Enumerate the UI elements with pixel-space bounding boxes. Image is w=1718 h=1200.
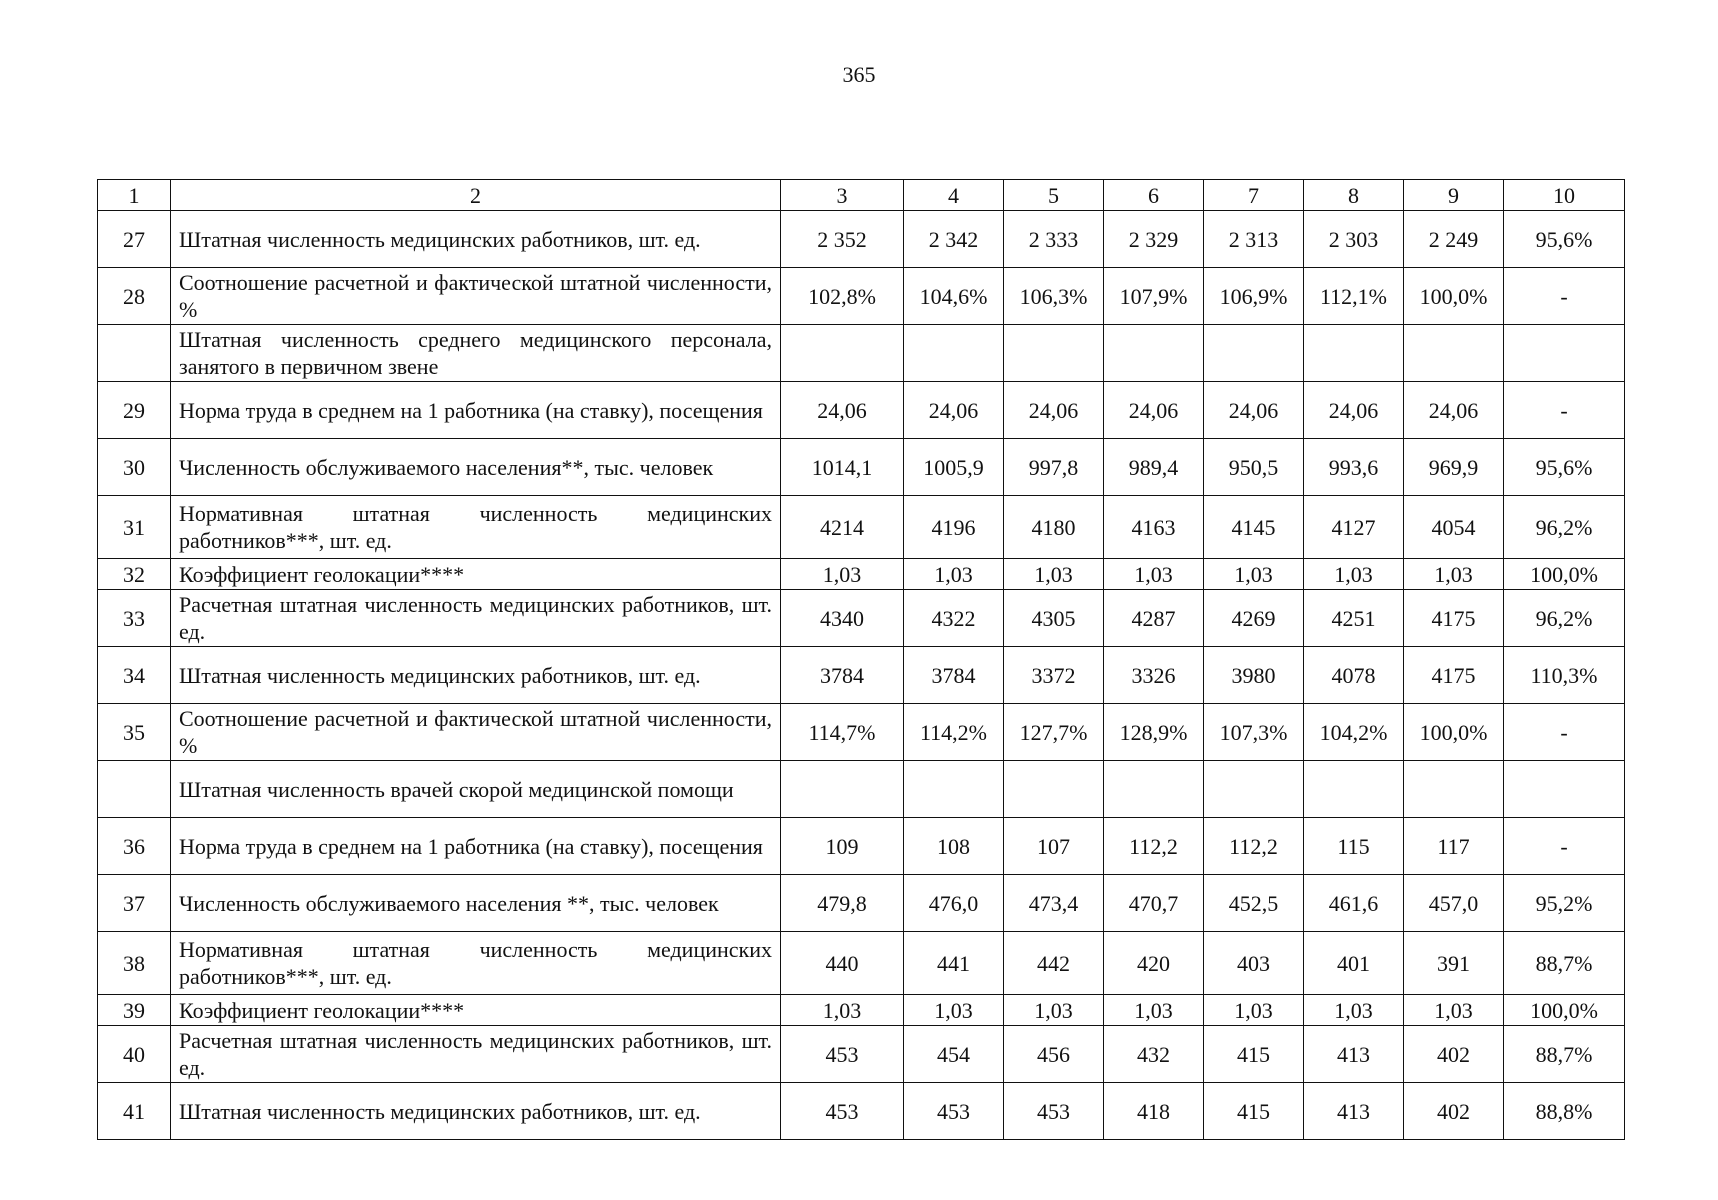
value-cell: 479,8 <box>781 875 904 932</box>
value-cell: 104,2% <box>1304 704 1404 761</box>
value-cell: 88,7% <box>1504 1026 1625 1083</box>
value-cell: 88,7% <box>1504 932 1625 995</box>
value-cell: 104,6% <box>904 268 1004 325</box>
value-cell: 107,9% <box>1104 268 1204 325</box>
row-number: 40 <box>98 1026 171 1083</box>
value-cell: 457,0 <box>1404 875 1504 932</box>
value-cell: 969,9 <box>1404 439 1504 496</box>
value-cell: 107,3% <box>1204 704 1304 761</box>
value-cell: 108 <box>904 818 1004 875</box>
value-cell: 4340 <box>781 590 904 647</box>
value-cell <box>1304 761 1404 818</box>
row-number: 38 <box>98 932 171 995</box>
value-cell: 106,9% <box>1204 268 1304 325</box>
column-header: 9 <box>1404 180 1504 211</box>
value-cell: 24,06 <box>1004 382 1104 439</box>
column-header: 8 <box>1304 180 1404 211</box>
value-cell: 4287 <box>1104 590 1204 647</box>
value-cell: 102,8% <box>781 268 904 325</box>
value-cell: 95,6% <box>1504 439 1625 496</box>
row-number: 39 <box>98 995 171 1026</box>
row-number: 29 <box>98 382 171 439</box>
row-number: 34 <box>98 647 171 704</box>
row-number: 35 <box>98 704 171 761</box>
value-cell: 4054 <box>1404 496 1504 559</box>
value-cell: 3980 <box>1204 647 1304 704</box>
indicator-name: Расчетная штатная численность медицинских работников, шт. ед. <box>171 590 781 647</box>
table-row <box>98 268 1625 325</box>
value-cell: 1,03 <box>1104 995 1204 1026</box>
value-cell: 413 <box>1304 1026 1404 1083</box>
value-cell: 473,4 <box>1004 875 1104 932</box>
value-cell: 1,03 <box>1404 995 1504 1026</box>
value-cell <box>904 761 1004 818</box>
value-cell: 4175 <box>1404 590 1504 647</box>
value-cell <box>1104 325 1204 382</box>
value-cell: 110,3% <box>1504 647 1625 704</box>
staffing-table <box>97 179 1625 1140</box>
value-cell: 24,06 <box>1104 382 1204 439</box>
table-row <box>98 211 1625 268</box>
value-cell: 1,03 <box>1304 559 1404 590</box>
row-number: 33 <box>98 590 171 647</box>
table-row <box>98 761 1625 818</box>
value-cell: 4163 <box>1104 496 1204 559</box>
table-row <box>98 559 1625 590</box>
value-cell: 1,03 <box>1004 995 1104 1026</box>
value-cell: 452,5 <box>1204 875 1304 932</box>
value-cell: 453 <box>781 1083 904 1140</box>
table-row <box>98 1083 1625 1140</box>
indicator-name: Штатная численность медицинских работников, шт. ед. <box>171 1083 781 1140</box>
value-cell: 2 333 <box>1004 211 1104 268</box>
value-cell: - <box>1504 268 1625 325</box>
value-cell: 4269 <box>1204 590 1304 647</box>
value-cell: 117 <box>1404 818 1504 875</box>
value-cell: 24,06 <box>1304 382 1404 439</box>
value-cell: 415 <box>1204 1083 1304 1140</box>
value-cell: 3784 <box>781 647 904 704</box>
value-cell: 4322 <box>904 590 1004 647</box>
value-cell: 1,03 <box>781 559 904 590</box>
value-cell: 4196 <box>904 496 1004 559</box>
header-row <box>98 180 1625 211</box>
value-cell: 1,03 <box>1204 559 1304 590</box>
value-cell: 96,2% <box>1504 496 1625 559</box>
value-cell: 4305 <box>1004 590 1104 647</box>
indicator-name: Норма труда в среднем на 1 работника (на ставку), посещения <box>171 382 781 439</box>
value-cell: 440 <box>781 932 904 995</box>
table-row <box>98 647 1625 704</box>
value-cell: 2 313 <box>1204 211 1304 268</box>
value-cell: 114,2% <box>904 704 1004 761</box>
value-cell: 95,6% <box>1504 211 1625 268</box>
row-number: 30 <box>98 439 171 496</box>
value-cell: - <box>1504 704 1625 761</box>
value-cell: 4214 <box>781 496 904 559</box>
column-header: 6 <box>1104 180 1204 211</box>
value-cell: 993,6 <box>1304 439 1404 496</box>
table-body <box>98 180 1625 1140</box>
indicator-name: Численность обслуживаемого населения**, тыс. человек <box>171 439 781 496</box>
value-cell <box>1204 761 1304 818</box>
indicator-name: Штатная численность медицинских работников, шт. ед. <box>171 647 781 704</box>
value-cell <box>1004 761 1104 818</box>
value-cell <box>1504 761 1625 818</box>
column-header: 10 <box>1504 180 1625 211</box>
value-cell: 24,06 <box>904 382 1004 439</box>
value-cell: 2 249 <box>1404 211 1504 268</box>
table-row <box>98 590 1625 647</box>
value-cell: 95,2% <box>1504 875 1625 932</box>
table-row <box>98 875 1625 932</box>
column-header: 2 <box>171 180 781 211</box>
table-row <box>98 439 1625 496</box>
indicator-name: Штатная численность среднего медицинского персонала, занятого в первичном звене <box>171 325 781 382</box>
value-cell: 1,03 <box>1404 559 1504 590</box>
value-cell: 127,7% <box>1004 704 1104 761</box>
value-cell: 96,2% <box>1504 590 1625 647</box>
table-row <box>98 818 1625 875</box>
indicator-name: Численность обслуживаемого населения **, тыс. человек <box>171 875 781 932</box>
value-cell: 391 <box>1404 932 1504 995</box>
value-cell: 115 <box>1304 818 1404 875</box>
value-cell: 456 <box>1004 1026 1104 1083</box>
value-cell: 413 <box>1304 1083 1404 1140</box>
value-cell: 1,03 <box>1004 559 1104 590</box>
value-cell: 2 303 <box>1304 211 1404 268</box>
indicator-name: Штатная численность медицинских работников, шт. ед. <box>171 211 781 268</box>
column-header: 7 <box>1204 180 1304 211</box>
value-cell: 1,03 <box>1304 995 1404 1026</box>
value-cell: 997,8 <box>1004 439 1104 496</box>
row-number <box>98 325 171 382</box>
row-number: 41 <box>98 1083 171 1140</box>
value-cell: 402 <box>1404 1083 1504 1140</box>
value-cell: 453 <box>781 1026 904 1083</box>
indicator-name: Нормативная штатная численность медицинских работников***, шт. ед. <box>171 496 781 559</box>
value-cell: 453 <box>904 1083 1004 1140</box>
value-cell: 106,3% <box>1004 268 1104 325</box>
value-cell: 453 <box>1004 1083 1104 1140</box>
value-cell <box>1404 761 1504 818</box>
row-number: 31 <box>98 496 171 559</box>
value-cell <box>1204 325 1304 382</box>
column-header: 4 <box>904 180 1004 211</box>
value-cell: 3784 <box>904 647 1004 704</box>
value-cell <box>904 325 1004 382</box>
value-cell: 4127 <box>1304 496 1404 559</box>
value-cell: 128,9% <box>1104 704 1204 761</box>
value-cell: 442 <box>1004 932 1104 995</box>
value-cell: 432 <box>1104 1026 1204 1083</box>
value-cell: 4251 <box>1304 590 1404 647</box>
value-cell: 476,0 <box>904 875 1004 932</box>
value-cell <box>1504 325 1625 382</box>
table-row <box>98 1026 1625 1083</box>
table-row <box>98 325 1625 382</box>
table-row <box>98 932 1625 995</box>
value-cell <box>781 325 904 382</box>
value-cell: 3326 <box>1104 647 1204 704</box>
value-cell: 420 <box>1104 932 1204 995</box>
value-cell: 418 <box>1104 1083 1204 1140</box>
row-number: 32 <box>98 559 171 590</box>
value-cell: 114,7% <box>781 704 904 761</box>
value-cell: 1005,9 <box>904 439 1004 496</box>
value-cell: 100,0% <box>1404 268 1504 325</box>
value-cell: 441 <box>904 932 1004 995</box>
value-cell: 2 352 <box>781 211 904 268</box>
page-number: 365 <box>842 62 876 87</box>
value-cell: - <box>1504 818 1625 875</box>
value-cell <box>1404 325 1504 382</box>
value-cell: 100,0% <box>1504 995 1625 1026</box>
value-cell: 989,4 <box>1104 439 1204 496</box>
value-cell: - <box>1504 382 1625 439</box>
value-cell: 1,03 <box>781 995 904 1026</box>
table-row <box>98 382 1625 439</box>
value-cell: 24,06 <box>1404 382 1504 439</box>
value-cell: 454 <box>904 1026 1004 1083</box>
value-cell: 2 329 <box>1104 211 1204 268</box>
value-cell: 403 <box>1204 932 1304 995</box>
value-cell: 100,0% <box>1504 559 1625 590</box>
indicator-name: Коэффициент геолокации**** <box>171 995 781 1026</box>
value-cell: 109 <box>781 818 904 875</box>
value-cell <box>781 761 904 818</box>
column-header: 5 <box>1004 180 1104 211</box>
value-cell: 24,06 <box>781 382 904 439</box>
value-cell: 402 <box>1404 1026 1504 1083</box>
value-cell: 1014,1 <box>781 439 904 496</box>
value-cell: 112,1% <box>1304 268 1404 325</box>
value-cell: 3372 <box>1004 647 1104 704</box>
value-cell: 470,7 <box>1104 875 1204 932</box>
value-cell <box>1004 325 1104 382</box>
indicator-name: Штатная численность врачей скорой медицинской помощи <box>171 761 781 818</box>
value-cell: 112,2 <box>1104 818 1204 875</box>
table-row <box>98 704 1625 761</box>
column-header: 1 <box>98 180 171 211</box>
value-cell: 100,0% <box>1404 704 1504 761</box>
row-number: 27 <box>98 211 171 268</box>
row-number: 36 <box>98 818 171 875</box>
value-cell: 112,2 <box>1204 818 1304 875</box>
indicator-name: Расчетная штатная численность медицинских работников, шт. ед. <box>171 1026 781 1083</box>
value-cell: 2 342 <box>904 211 1004 268</box>
column-header: 3 <box>781 180 904 211</box>
indicator-name: Нормативная штатная численность медицинских работников***, шт. ед. <box>171 932 781 995</box>
value-cell: 950,5 <box>1204 439 1304 496</box>
indicator-name: Норма труда в среднем на 1 работника (на ставку), посещения <box>171 818 781 875</box>
value-cell: 1,03 <box>1104 559 1204 590</box>
value-cell: 88,8% <box>1504 1083 1625 1140</box>
value-cell <box>1304 325 1404 382</box>
value-cell <box>1104 761 1204 818</box>
value-cell: 461,6 <box>1304 875 1404 932</box>
table-row <box>98 995 1625 1026</box>
value-cell: 4078 <box>1304 647 1404 704</box>
value-cell: 415 <box>1204 1026 1304 1083</box>
value-cell: 401 <box>1304 932 1404 995</box>
value-cell: 1,03 <box>904 559 1004 590</box>
value-cell: 1,03 <box>1204 995 1304 1026</box>
row-number <box>98 761 171 818</box>
indicator-name: Соотношение расчетной и фактической штатной численности, % <box>171 704 781 761</box>
value-cell: 1,03 <box>904 995 1004 1026</box>
value-cell: 107 <box>1004 818 1104 875</box>
value-cell: 4145 <box>1204 496 1304 559</box>
indicator-name: Соотношение расчетной и фактической штатной численности, % <box>171 268 781 325</box>
table-row <box>98 496 1625 559</box>
value-cell: 4175 <box>1404 647 1504 704</box>
value-cell: 4180 <box>1004 496 1104 559</box>
value-cell: 24,06 <box>1204 382 1304 439</box>
row-number: 28 <box>98 268 171 325</box>
indicator-name: Коэффициент геолокации**** <box>171 559 781 590</box>
row-number: 37 <box>98 875 171 932</box>
